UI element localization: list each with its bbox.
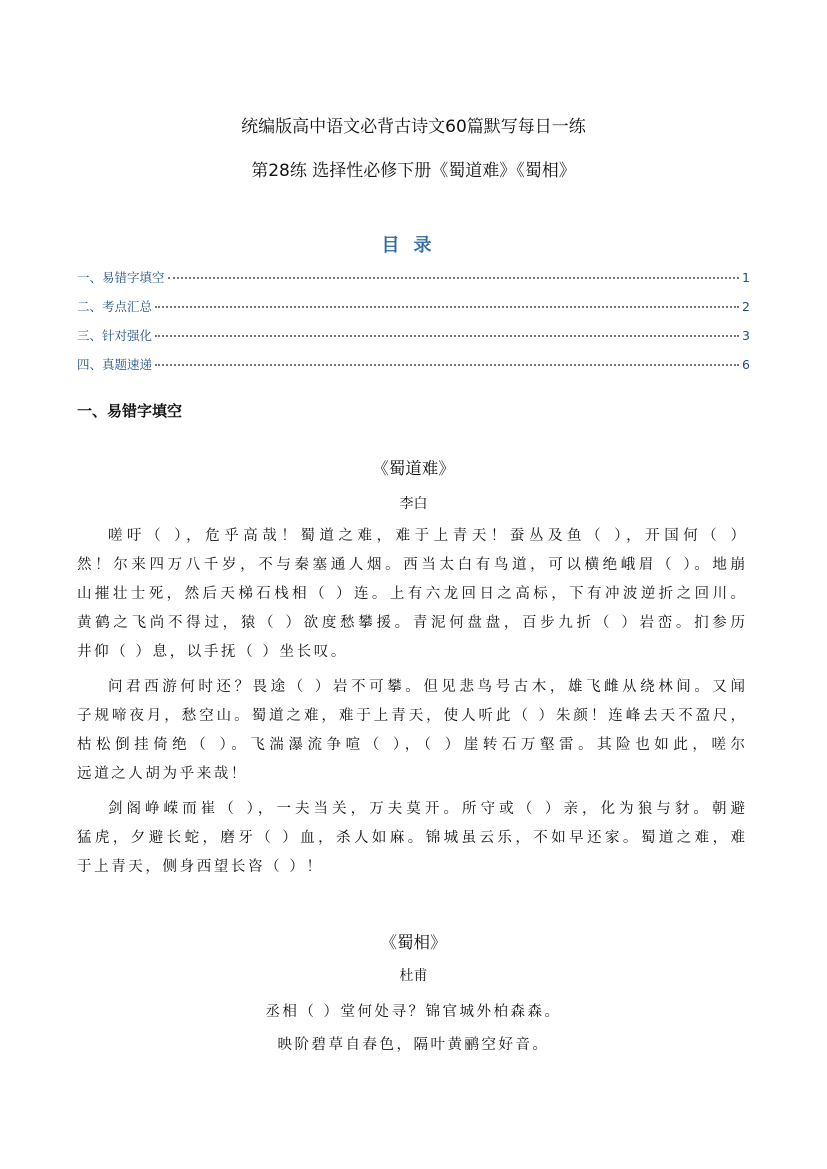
toc-item-label: 一、易错字填空 [77, 270, 165, 285]
poem-line: 山摧壮士死，然后天梯石栈相（ ）连。上有六龙回日之高标，下有冲波逆折之回川。 [77, 586, 745, 602]
toc-item-1[interactable] [77, 268, 750, 286]
poem-line: 然！尔来四万八千岁，不与秦塞通人烟。西当太白有鸟道，可以横绝峨眉（ ）。地崩 [77, 557, 745, 573]
toc-item-4[interactable] [77, 355, 750, 373]
toc-page-number: 3 [742, 328, 750, 343]
poem-line: 黄鹤之飞尚不得过，猿（ ）欲度愁攀援。青泥何盘盘，百步九折（ ）岩峦。扪参历 [77, 615, 745, 631]
document-subtitle: 第28练 选择性必修下册《蜀道难》《蜀相》 [251, 161, 576, 181]
poem-line: 子规啼夜月，愁空山。蜀道之难，难于上青天，使人听此（ ）朱颜！连峰去天不盈尺， [77, 708, 745, 724]
poem-line: 剑阁峥嵘而崔（ ），一夫当关，万夫莫开。所守或（ ）亲，化为狼与豺。朝避 [108, 801, 745, 817]
poem-line: 于上青天，侧身西望长咨（ ）！ [77, 859, 324, 875]
toc-heading: 目录 [381, 235, 446, 256]
poem-line: 井仰（ ）息，以手抚（ ）坐长叹。 [77, 644, 348, 660]
toc-item-2[interactable] [77, 297, 750, 315]
section-heading: 一、易错字填空 [77, 402, 183, 420]
toc-item-label: 四、真题速递 [77, 357, 153, 372]
poem-line: 问君西游何时还？畏途（ ）岩不可攀。但见悲鸟号古木，雄飞雌从绕林间。又闻 [108, 679, 745, 695]
poem-line: 枯松倒挂倚绝（ ）。飞湍瀑流争喧（ ），（ ）崖转石万壑雷。其险也如此，嗟尔 [77, 737, 745, 753]
toc-page-number: 6 [742, 357, 750, 372]
toc-leader-dots [168, 277, 740, 279]
toc-item-label: 三、针对强化 [77, 328, 153, 343]
toc-page-number: 1 [742, 270, 750, 285]
poem-title: 《蜀相》 [380, 933, 447, 952]
poem-author: 杜甫 [399, 968, 428, 984]
poem-line: 映阶碧草自春色，隔叶黄鹂空好音。 [277, 1037, 550, 1053]
document-title: 统编版高中语文必背古诗文60篇默写每日一练 [241, 117, 586, 137]
toc-leader-dots [155, 306, 739, 308]
toc-page-number: 2 [742, 299, 750, 314]
toc-leader-dots [155, 335, 739, 337]
toc-item-label: 二、考点汇总 [77, 299, 153, 314]
poem-line: 嗟吁（ ），危乎高哉！蜀道之难，难于上青天！蚕丛及鱼（ ），开国何（ ） [108, 528, 745, 544]
poem-title: 《蜀道难》 [372, 459, 455, 478]
poem-author: 李白 [399, 496, 428, 512]
poem-line: 远道之人胡为乎来哉！ [77, 766, 248, 782]
toc-item-3[interactable] [77, 326, 750, 344]
poem-line: 丞相（ ）堂何处寻？锦官城外柏森森。 [265, 1004, 562, 1020]
poem-line: 猛虎，夕避长蛇，磨牙（ ）血，杀人如麻。锦城虽云乐，不如早还家。蜀道之难，难 [77, 830, 745, 846]
toc-leader-dots [155, 364, 739, 366]
